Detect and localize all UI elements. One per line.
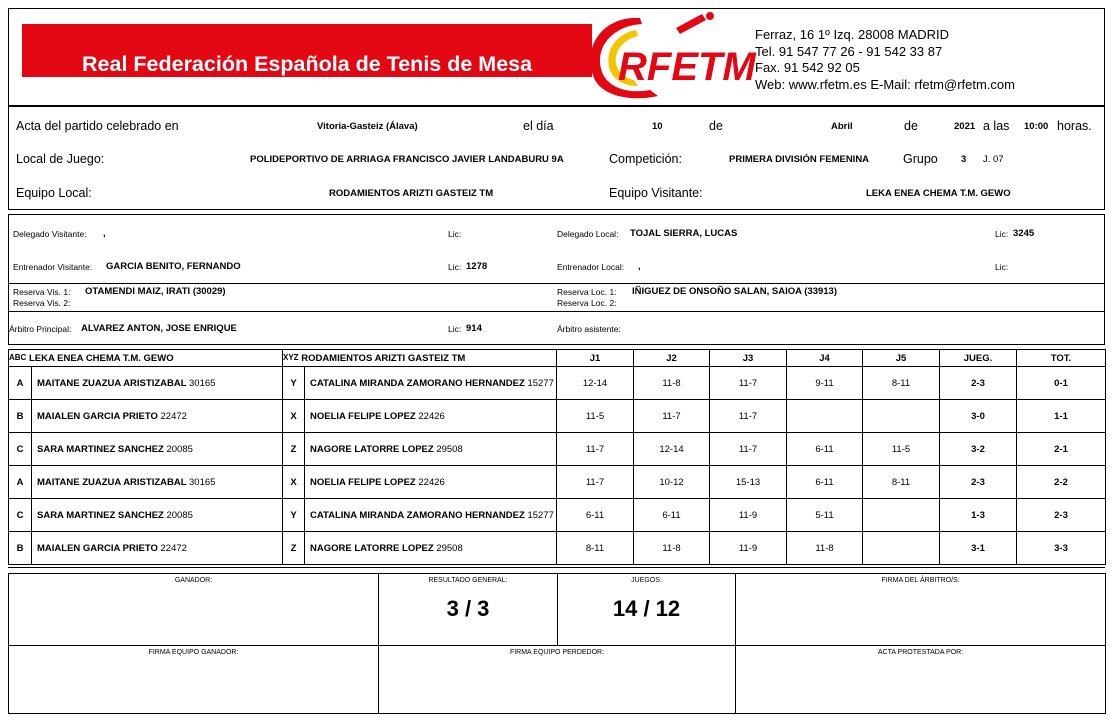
delegado-local-lic-label: Lic: <box>995 229 1009 239</box>
match-row <box>9 433 1106 466</box>
player-a-license: 30165 <box>189 377 216 389</box>
abc-label: ABC <box>9 352 27 362</box>
juegos-score: 1-3 <box>940 499 1017 532</box>
reserva-vis-2-label: Reserva Vis. 2: <box>13 298 71 308</box>
horas-label: horas. <box>1057 119 1092 133</box>
set-header-4: J4 <box>787 350 863 367</box>
delegado-local-value: TOJAL SIERRA, LUCAS <box>630 228 738 239</box>
entrenador-visitante-lic: 1278 <box>466 261 488 272</box>
juegos-label: JUEGOS: <box>631 577 662 584</box>
player-a-fullname: SARA MARTINEZ SANCHEZ <box>37 509 164 521</box>
set-score-3: 11-9 <box>710 499 787 532</box>
jornada-value: J. 07 <box>983 154 1004 165</box>
player-b-letter: X <box>283 400 305 433</box>
set-score-1: 6-11 <box>557 499 634 532</box>
rfetm-logo <box>580 10 756 105</box>
ganador-cell[interactable] <box>9 574 379 646</box>
total-score: 2-3 <box>1017 499 1106 532</box>
reserva-loc-1-label: Reserva Loc. 1: <box>557 287 617 297</box>
player-a-name <box>32 466 283 499</box>
set-score-2: 6-11 <box>634 499 710 532</box>
set-score-4: 11-8 <box>787 532 863 565</box>
team-a-header <box>9 350 283 367</box>
juegos-value: 14 / 12 <box>612 596 681 621</box>
dia-label: el día <box>523 119 554 133</box>
set-score-5 <box>863 400 940 433</box>
set-score-2: 12-14 <box>634 433 710 466</box>
de-label-1: de <box>709 119 723 133</box>
player-b-license: 22426 <box>418 410 445 422</box>
acta-label: Acta del partido celebrado en <box>16 119 179 133</box>
set-score-3: 11-9 <box>710 532 787 565</box>
grupo-value: 3 <box>961 154 967 165</box>
set-score-1: 11-7 <box>557 433 634 466</box>
match-table-header <box>9 350 1106 367</box>
set-score-1: 12-14 <box>557 367 634 400</box>
set-score-3: 11-7 <box>710 367 787 400</box>
match-row <box>9 499 1106 532</box>
equipo-local-label: Equipo Local: <box>16 186 92 200</box>
juegos-score: 3-2 <box>940 433 1017 466</box>
juegos-score: 2-3 <box>940 466 1017 499</box>
player-b-name <box>305 499 557 532</box>
player-b-fullname: NOELIA FELIPE LOPEZ <box>310 476 416 488</box>
set-score-3: 15-13 <box>710 466 787 499</box>
match-row <box>9 367 1106 400</box>
local-label: Local de Juego: <box>16 152 105 166</box>
resultado-general-value: 3 / 3 <box>446 596 490 621</box>
competicion-label: Competición: <box>609 152 682 166</box>
acta-time: 10:00 <box>1024 121 1049 132</box>
player-b-name <box>305 400 557 433</box>
player-a-letter: C <box>9 499 32 532</box>
set-score-1: 11-5 <box>557 400 634 433</box>
total-header: TOT. <box>1017 350 1106 367</box>
ganador-label: GANADOR: <box>174 577 213 584</box>
officials-divider-1 <box>8 283 1105 284</box>
player-b-name <box>305 532 557 565</box>
table-separator <box>8 567 1105 568</box>
player-a-letter: B <box>9 400 32 433</box>
player-a-letter: A <box>9 466 32 499</box>
match-table <box>8 349 1106 565</box>
set-score-4: 9-11 <box>787 367 863 400</box>
juegos-header: JUEG. <box>940 350 1017 367</box>
player-b-letter: Z <box>283 433 305 466</box>
delegado-local-label: Delegado Local: <box>557 229 619 239</box>
player-b-fullname: NAGORE LATORRE LOPEZ <box>310 542 434 554</box>
entrenador-local-lic-label: Lic: <box>995 262 1009 272</box>
set-score-5: 11-5 <box>863 433 940 466</box>
entrenador-local-value: , <box>638 261 641 272</box>
player-b-name <box>305 466 557 499</box>
player-b-license: 29508 <box>436 542 463 554</box>
competicion-value: PRIMERA DIVISIÓN FEMENINA <box>729 154 870 165</box>
arbitro-lic: 914 <box>466 323 482 334</box>
acta-month: Abril <box>831 121 853 132</box>
de-label-2: de <box>904 119 918 133</box>
player-b-letter: Y <box>283 499 305 532</box>
player-a-name <box>32 532 283 565</box>
player-b-name <box>305 367 557 400</box>
delegado-visitante-label: Delegado Visitante: <box>13 229 87 239</box>
player-b-letter: Y <box>283 367 305 400</box>
team-b-name: RODAMIENTOS ARIZTI GASTEIZ TM <box>301 352 466 364</box>
player-a-license: 22472 <box>160 410 187 422</box>
total-score: 1-1 <box>1017 400 1106 433</box>
player-a-letter: B <box>9 532 32 565</box>
player-a-license: 22472 <box>160 542 187 554</box>
arbitro-lic-label: Lic: <box>448 324 462 334</box>
entrenador-local-label: Entrenador Local: <box>557 262 625 272</box>
juegos-score: 3-0 <box>940 400 1017 433</box>
alas-label: a las <box>983 119 1010 133</box>
player-b-license: 15277 <box>527 377 554 389</box>
player-b-license: 29508 <box>436 443 463 455</box>
juegos-score: 3-1 <box>940 532 1017 565</box>
acta-protestada-cell[interactable] <box>736 646 1106 714</box>
xyz-label: XYZ <box>283 352 299 362</box>
arbitro-asistente-label: Árbitro asistente: <box>557 324 621 334</box>
player-b-letter: X <box>283 466 305 499</box>
match-row <box>9 466 1106 499</box>
player-a-name <box>32 499 283 532</box>
set-header-3: J3 <box>710 350 787 367</box>
player-a-name <box>32 433 283 466</box>
set-score-5 <box>863 532 940 565</box>
equipo-local-value: RODAMIENTOS ARIZTI GASTEIZ TM <box>329 188 494 199</box>
officials-divider-2 <box>8 311 1105 312</box>
set-score-4 <box>787 400 863 433</box>
player-a-letter: A <box>9 367 32 400</box>
resultado-general-label: RESULTADO GENERAL: <box>428 577 508 584</box>
firma-perdedor-label: FIRMA EQUIPO PERDEDOR: <box>509 649 605 656</box>
juegos-score: 2-3 <box>940 367 1017 400</box>
set-score-4: 6-11 <box>787 466 863 499</box>
player-b-license: 22426 <box>418 476 445 488</box>
player-a-name <box>32 367 283 400</box>
total-score: 0-1 <box>1017 367 1106 400</box>
resultado-general-cell <box>379 574 558 646</box>
reserva-vis-1-value: OTAMENDI MAIZ, IRATI (30029) <box>85 286 226 297</box>
player-a-fullname: MAIALEN GARCIA PRIETO <box>37 542 158 554</box>
arbitro-principal-label: Árbitro Principal: <box>9 324 72 334</box>
match-row <box>9 400 1106 433</box>
team-a-name: LEKA ENEA CHEMA T.M. GEWO <box>28 352 174 364</box>
set-score-4: 6-11 <box>787 433 863 466</box>
firma-ganador-label: FIRMA EQUIPO GANADOR: <box>148 649 239 656</box>
total-score: 2-2 <box>1017 466 1106 499</box>
set-score-3: 11-7 <box>710 400 787 433</box>
acta-protestada-label: ACTA PROTESTADA POR: <box>877 649 964 656</box>
reserva-vis-1-label: Reserva Vis. 1: <box>13 287 71 297</box>
firma-perdedor-cell[interactable] <box>379 646 736 714</box>
player-a-license: 30165 <box>189 476 216 488</box>
firma-arbitro-label: FIRMA DEL ÁRBITRO/S: <box>881 577 960 584</box>
web-email-text: Web: www.rfetm.es E-Mail: rfetm@rfetm.com <box>755 77 1015 92</box>
delegado-visitante-lic-label: Lic: <box>448 229 462 239</box>
player-b-letter: Z <box>283 532 305 565</box>
firma-arbitro-cell[interactable] <box>736 574 1106 646</box>
set-score-4: 5-11 <box>787 499 863 532</box>
player-b-fullname: CATALINA MIRANDA ZAMORANO HERNANDEZ <box>310 377 525 389</box>
acta-place: Vitoria-Gasteiz (Álava) <box>317 121 418 132</box>
federation-name: Real Federación Española de Tenis de Mesa <box>82 52 533 76</box>
entrenador-visitante-value: GARCIA BENITO, FERNANDO <box>106 261 241 272</box>
set-header-2: J2 <box>634 350 710 367</box>
total-score: 3-3 <box>1017 532 1106 565</box>
arbitro-principal-value: ALVAREZ ANTON, JOSE ENRIQUE <box>81 323 237 334</box>
set-score-5: 8-11 <box>863 367 940 400</box>
player-a-fullname: MAIALEN GARCIA PRIETO <box>37 410 158 422</box>
juegos-cell <box>558 574 736 646</box>
grupo-label: Grupo <box>903 152 938 166</box>
set-score-1: 11-7 <box>557 466 634 499</box>
player-a-license: 20085 <box>166 443 193 455</box>
set-header-1: J1 <box>557 350 634 367</box>
player-a-letter: C <box>9 433 32 466</box>
player-a-fullname: MAITANE ZUAZUA ARISTIZABAL <box>37 377 187 389</box>
set-header-5: J5 <box>863 350 940 367</box>
equipo-visitante-label: Equipo Visitante: <box>609 186 703 200</box>
entrenador-visitante-lic-label: Lic: <box>448 262 462 272</box>
player-a-name <box>32 400 283 433</box>
address-text: Ferraz, 16 1º Izq. 28008 MADRID <box>755 27 950 42</box>
player-b-fullname: NAGORE LATORRE LOPEZ <box>310 443 434 455</box>
set-score-2: 11-8 <box>634 532 710 565</box>
equipo-visitante-value: LEKA ENEA CHEMA T.M. GEWO <box>866 188 1011 199</box>
fax-text: Fax. 91 542 92 05 <box>755 60 860 75</box>
reserva-loc-1-value: IÑIGUEZ DE ONSOÑO SALAN, SAIOA (33913) <box>632 286 837 297</box>
set-score-5 <box>863 499 940 532</box>
phone-text: Tel. 91 547 77 26 - 91 542 33 87 <box>755 44 943 59</box>
set-score-2: 10-12 <box>634 466 710 499</box>
set-score-2: 11-7 <box>634 400 710 433</box>
player-a-fullname: SARA MARTINEZ SANCHEZ <box>37 443 164 455</box>
player-b-license: 15277 <box>527 509 554 521</box>
delegado-local-lic: 3245 <box>1013 228 1035 239</box>
reserva-loc-2-label: Reserva Loc. 2: <box>557 298 617 308</box>
player-b-fullname: CATALINA MIRANDA ZAMORANO HERNANDEZ <box>310 509 525 521</box>
match-row <box>9 532 1106 565</box>
player-a-license: 20085 <box>166 509 193 521</box>
delegado-visitante-value: , <box>103 228 106 239</box>
acta-year: 2021 <box>954 121 976 132</box>
total-score: 2-1 <box>1017 433 1106 466</box>
logo-text: RFETM <box>618 45 756 89</box>
set-score-5: 8-11 <box>863 466 940 499</box>
set-score-3: 11-7 <box>710 433 787 466</box>
local-value: POLIDEPORTIVO DE ARRIAGA FRANCISCO JAVIER LANDABURU 9A <box>250 154 564 165</box>
player-b-fullname: NOELIA FELIPE LOPEZ <box>310 410 416 422</box>
player-b-name <box>305 433 557 466</box>
set-score-2: 11-8 <box>634 367 710 400</box>
team-b-header <box>283 350 557 367</box>
results-table <box>8 573 1106 714</box>
acta-day: 10 <box>652 121 663 132</box>
set-score-1: 8-11 <box>557 532 634 565</box>
player-a-fullname: MAITANE ZUAZUA ARISTIZABAL <box>37 476 187 488</box>
entrenador-visitante-label: Entrenador Visitante: <box>13 262 93 272</box>
firma-ganador-cell[interactable] <box>9 646 379 714</box>
